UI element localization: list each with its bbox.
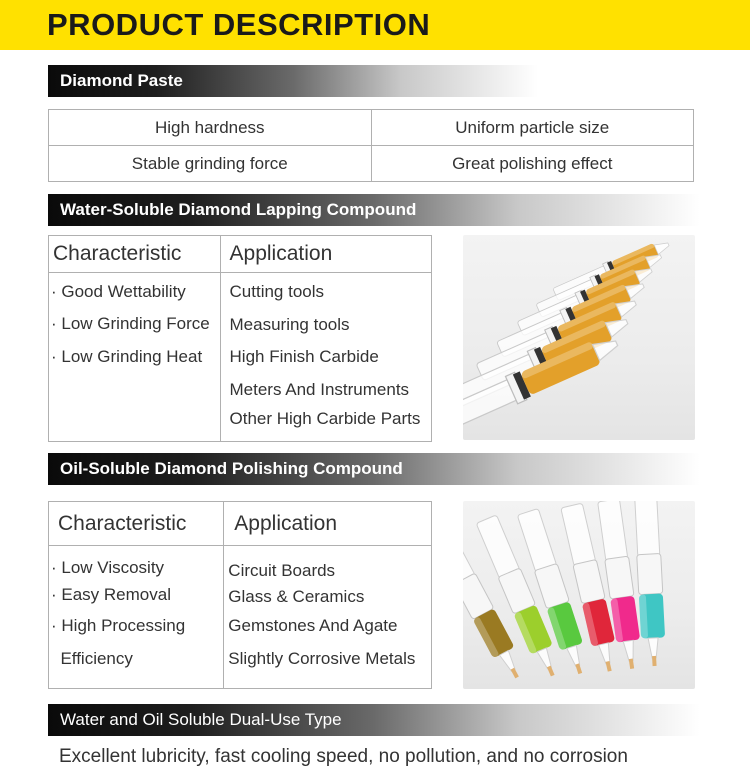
characteristic-item: · Low Viscosity (51, 558, 165, 577)
characteristics-cell (49, 273, 221, 442)
characteristics-cell (49, 546, 224, 689)
applications-cell (224, 546, 432, 689)
syringe (634, 501, 667, 667)
characteristic-item: · Low Grinding Force (51, 314, 210, 333)
applications-cell (220, 273, 431, 442)
header-banner (0, 0, 750, 50)
syringe-plunger (476, 515, 520, 579)
table-cell: Great polishing effect (371, 146, 694, 182)
section-title: Diamond Paste (60, 71, 183, 90)
syringe-label (534, 563, 569, 608)
water-soluble-syringes-image (463, 235, 695, 440)
diamond-paste-table (48, 109, 694, 182)
application-item: Gemstones And Agate (228, 616, 398, 635)
table-row (49, 273, 432, 442)
syringes-illustration (463, 501, 695, 689)
syringe-plunger (598, 501, 628, 561)
table-row (49, 110, 694, 146)
syringe-needle-cap (652, 656, 657, 666)
syringes-illustration (463, 235, 695, 440)
syringe-needle-cap (511, 668, 519, 679)
table-row (49, 546, 432, 689)
table-cell: Uniform particle size (371, 110, 694, 146)
syringe-label (573, 559, 605, 603)
syringe-needle-cap (547, 666, 555, 677)
oil-soluble-syringes-image (463, 501, 695, 689)
characteristic-item: · Good Wettability (51, 282, 186, 301)
section-dual-use (48, 704, 700, 736)
syringe-tip (623, 640, 636, 661)
water-soluble-table (48, 235, 432, 442)
characteristic-item: · Low Grinding Heat (51, 347, 203, 366)
section-oil-soluble (48, 453, 700, 485)
syringe-needle-cap (575, 663, 582, 674)
application-item: Measuring tools (229, 315, 350, 334)
syringe-tip (537, 648, 554, 670)
application-header: Application (224, 502, 432, 546)
syringe-needle-cap (606, 661, 612, 672)
section-title: Oil-Soluble Diamond Polishing Compound (60, 459, 403, 478)
application-header: Application (220, 236, 431, 273)
page-title: PRODUCT DESCRIPTION (47, 7, 431, 42)
characteristic-header: Characteristic (49, 236, 221, 273)
application-item: Cutting tools (229, 282, 325, 301)
application-item: Other High Carbide Parts (229, 409, 421, 428)
oil-soluble-table (48, 501, 432, 689)
section-diamond-paste (48, 65, 538, 97)
characteristic-item: Efficiency (51, 649, 133, 668)
characteristic-header: Characteristic (49, 502, 224, 546)
section-water-soluble (48, 194, 700, 226)
syringe-plunger (517, 508, 556, 572)
table-cell: Stable grinding force (49, 146, 372, 182)
table-header-row (49, 502, 432, 546)
dual-use-description: Excellent lubricity, fast cooling speed, no pollution, and no corrosion (59, 746, 628, 767)
syringe-tip (567, 645, 583, 667)
syringe-label (637, 553, 663, 594)
syringe-tip (599, 643, 613, 665)
section-title: Water-Soluble Diamond Lapping Compound (60, 200, 417, 219)
application-item: Glass & Ceramics (228, 587, 365, 606)
section-title: Water and Oil Soluble Dual-Use Type (60, 710, 342, 729)
syringe-plunger (635, 501, 660, 557)
syringe-plunger (561, 503, 596, 566)
application-item: Circuit Boards (228, 561, 336, 580)
application-item: High Finish Carbide (229, 347, 379, 366)
table-cell: High hardness (49, 110, 372, 146)
characteristic-item: · High Processing (51, 616, 186, 635)
application-item: Meters And Instruments (229, 380, 410, 399)
characteristic-item: · Easy Removal (51, 585, 171, 604)
table-row (49, 146, 694, 182)
application-item: Slightly Corrosive Metals (228, 649, 416, 668)
syringe-tip (648, 638, 659, 658)
table-header-row (49, 236, 432, 273)
syringe-label (605, 556, 634, 599)
